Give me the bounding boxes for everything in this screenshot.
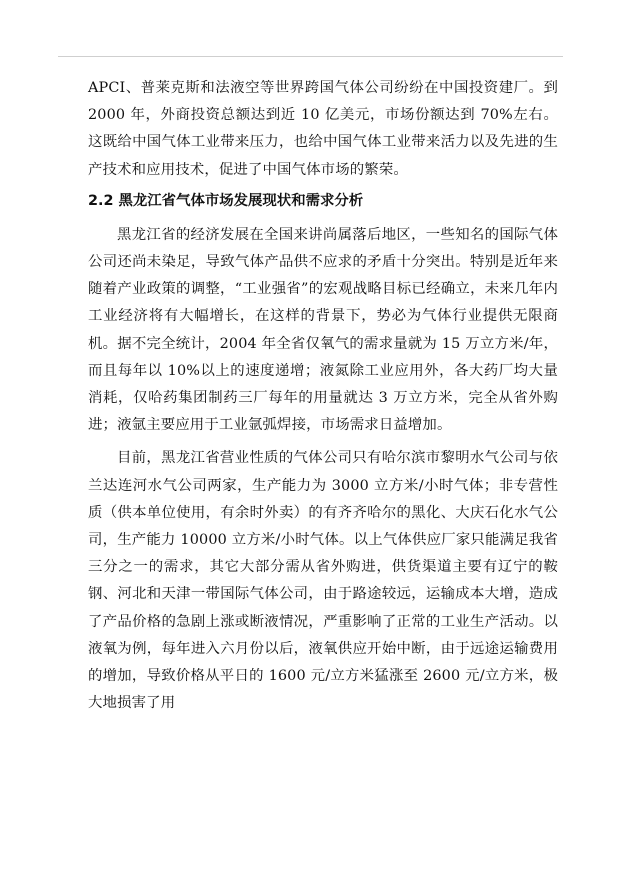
page-content <box>88 75 558 717</box>
header-rule <box>58 56 563 57</box>
section-heading: 2.2 黑龙江省气体市场发展现状和需求分析 <box>88 192 364 209</box>
paragraph-market-analysis: 黑龙江省的经济发展在全国来讲尚属落后地区，一些知名的国际气体公司还尚未染足，导致气体产品供不应求的矛盾十分突出。特别是近年来随着产业政策的调整，“工业强省”的宏观战略目标已经确立，未来几年内工业经济将有大幅增长，在这样的背景下，势必为气体行业提供无限商机。据不完全统计，2004 年全省仅氧气的需求量就为 15 万立方米/年，而且每年以 10%以上的速度递增；液氮除工业应用外，各大药厂均大量消耗，仅哈药集团制药三厂每年的用量就达 3 万立方米，完全从省外购进；液氩主要应用于工业氩弧焊接，市场需求日益增加。 <box>88 226 558 434</box>
paragraph-supply-status: 目前，黑龙江省营业性质的气体公司只有哈尔滨市黎明水气公司与依兰达连河水气公司两家，生产能力为 3000 立方米/小时气体；非专营性质（供本单位使用，有余时外卖）的有齐齐哈尔的黑化、大庆石化水气公司，生产能力 10000 立方米/小时气体。以上气体供应厂家只能满足我省三分之一的需求，其它大部分需从省外购进，供货渠道主要有辽宁的鞍钢、河北和天津一带国际气体公司，由于路途较远，运输成本大增，造成了产品价格的急剧上涨或断液情况，严重影响了正常的工业生产活动。以液氧为例，每年进入六月份以后，液氧供应开始中断，由于远途运输费用的增加，导致价格从平日的 1600 元/立方米猛涨至 2600 元/立方米，极大地损害了用 <box>88 450 558 712</box>
paragraph-continued: APCI、普莱克斯和法液空等世界跨国气体公司纷纷在中国投资建厂。到 2000 年，外商投资总额达到近 10 亿美元，市场份额达到 70%左右。这既给中国气体工业带来压力，也给中国气体工业带来活力以及先进的生产技术和应用技术，促进了中国气体市场的繁荣。 <box>88 80 558 178</box>
